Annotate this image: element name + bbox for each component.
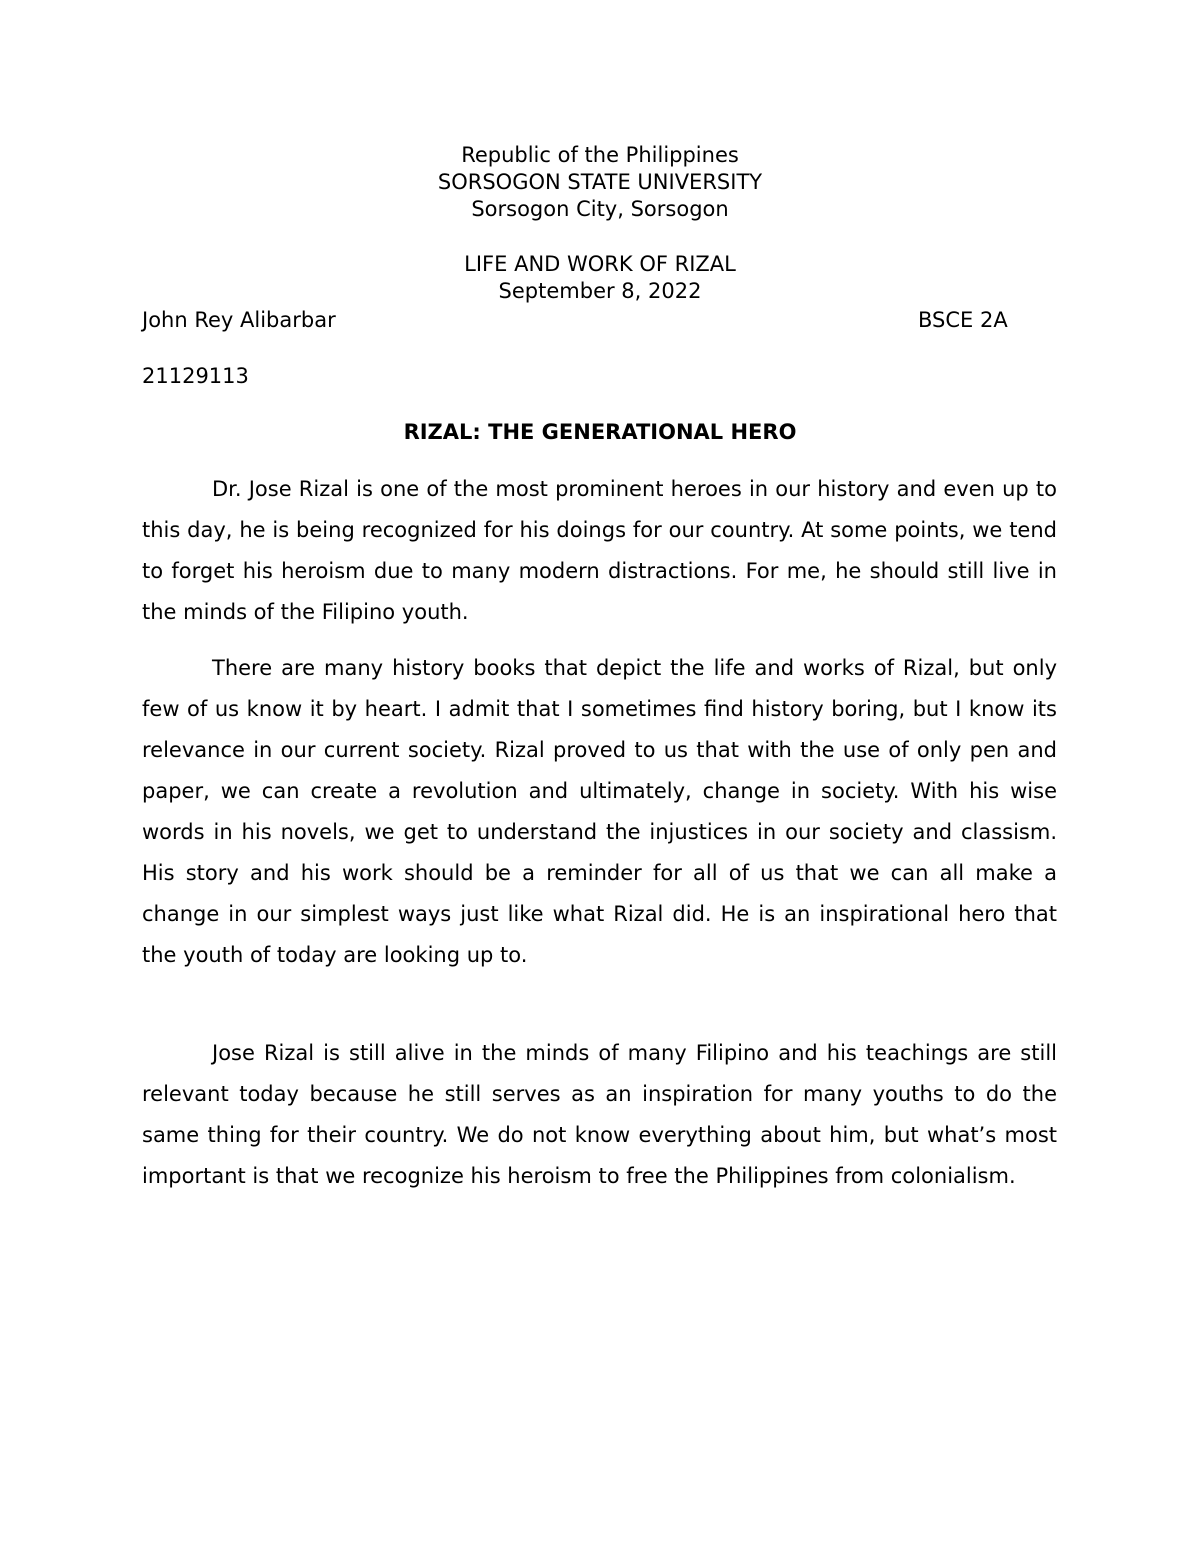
- republic-line: Republic of the Philippines: [461, 143, 739, 167]
- student-id-number: 21129113: [142, 364, 249, 388]
- paragraph-text: Jose Rizal is still alive in the minds of many Filipino and his teachings are still relevant today because he still serves as an inspiration for many youths to do the same thing for their country. We do not know everything about him, but what’s most important is that we recognize his heroism to free the Philippines from colonialism.: [142, 1041, 1057, 1188]
- document-date: September 8, 2022: [498, 279, 702, 303]
- student-section: BSCE 2A: [918, 308, 1008, 332]
- essay-paragraph-3: [142, 1033, 1057, 1197]
- course-title: LIFE AND WORK OF RIZAL: [464, 252, 736, 276]
- university-location: Sorsogon City, Sorsogon: [471, 197, 729, 221]
- document-header: [0, 142, 1200, 223]
- student-name: John Rey Alibarbar: [142, 308, 336, 332]
- paragraph-text: There are many history books that depict the life and works of Rizal, but only few of us know it by heart. I admit that I sometimes find history boring, but I know its relevance in our current society. Rizal proved to us that with the use of only pen and paper, we can create a revolution and ultimately, change in society. With his wise words in his novels, we get to understand the injustices in our society and classism. His story and his work should be a reminder for all of us that we can all make a change in our simplest ways just like what Rizal did. He is an inspirational hero that the youth of today are looking up to.: [142, 656, 1057, 967]
- course-header: [0, 251, 1200, 305]
- essay-title: RIZAL: THE GENERATIONAL HERO: [403, 420, 797, 444]
- essay-paragraph-1: [142, 469, 1057, 633]
- university-name: SORSOGON STATE UNIVERSITY: [437, 170, 763, 194]
- essay-paragraph-2: [142, 648, 1057, 976]
- paragraph-text: Dr. Jose Rizal is one of the most prominent heroes in our history and even up to this day, he is being recognized for his doings for our country. At some points, we tend to forget his heroism due to many modern distractions. For me, he should still live in the minds of the Filipino youth.: [142, 477, 1057, 624]
